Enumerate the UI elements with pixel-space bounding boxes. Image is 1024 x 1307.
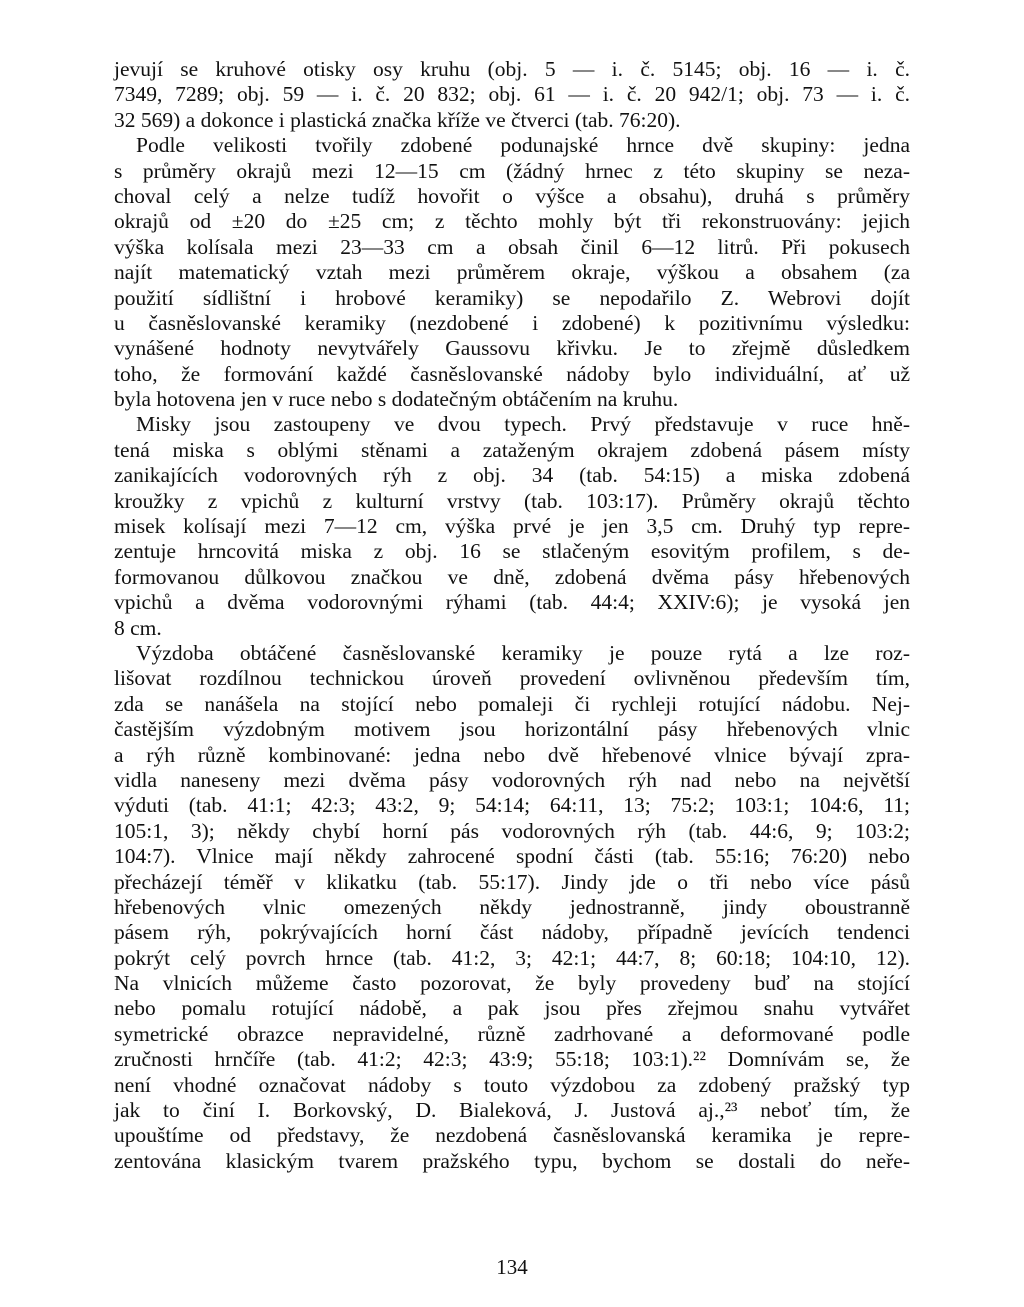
text-line: choval celý a nelze tudíž hovořit o výšce a obsahu), druhá s průměry — [114, 183, 910, 208]
text-line: pásem rýh, pokrývajících horní část nádoby, případně jevících tendenci — [114, 920, 910, 945]
text-line: jak to činí I. Borkovský, D. Bialeková, J. Justová aj.,²³ neboť tím, že — [114, 1098, 910, 1123]
text-line: jevují se kruhové otisky osy kruhu (obj. 5 — i. č. 5145; obj. 16 — i. č. — [114, 57, 910, 81]
text-line: není vhodné označovat nádoby s touto výzdobou za zdobený pražský typ — [114, 1072, 910, 1097]
text-line: toho, že formování každé časněslovanské nádoby bylo individuální, ať už — [114, 361, 910, 386]
text-line: byla hotovena jen v ruce nebo s dodatečným obtáčením na kruhu. — [114, 387, 679, 412]
text-line: s průměry okrajů mezi 12—15 cm (žádný hrnec z této skupiny se neza- — [114, 158, 910, 183]
text-line: najít matematický vztah mezi průměrem okraje, výškou a obsahem (za — [114, 260, 910, 285]
paragraph-start-line: Výzdoba obtáčené časněslovanské keramiky je pouze rytá a lze roz- — [136, 640, 910, 665]
text-line: pokrýt celý povrch hrnce (tab. 41:2, 3; 42:1; 44:7, 8; 60:18; 104:10, 12). — [114, 945, 910, 970]
text-line: lišovat rozdílnou technickou úroveň provedení ovlivněnou především tím, — [114, 666, 910, 691]
text-line: výduti (tab. 41:1; 42:3; 43:2, 9; 54:14; 64:11, 13; 75:2; 103:1; 104:6, 11; — [114, 793, 910, 818]
body-text — [114, 57, 910, 1174]
text-line: přecházejí téměř v klikatku (tab. 55:17). Jindy jde o tři nebo více pásů — [114, 869, 910, 894]
text-line: výška kolísala mezi 23—33 cm a obsah činil 6—12 litrů. Při pokusech — [114, 234, 910, 259]
page-number: 134 — [496, 1255, 528, 1279]
paragraph-start-line: Misky jsou zastoupeny ve dvou typech. Prvý představuje v ruce hně- — [136, 412, 910, 437]
text-line: vynášené hodnoty nevytvářely Gaussovu křivku. Je to zřejmě důsledkem — [114, 336, 910, 361]
text-line: zentována klasickým tvarem pražského typu, bychom se dostali do neře- — [114, 1148, 910, 1173]
text-line: častějším výzdobným motivem jsou horizontální pásy hřebenových vlnic — [114, 717, 910, 742]
text-line: hřebenových vlnic omezených někdy jednostranně, jindy oboustranně — [114, 894, 910, 919]
text-line: 105:1, 3); někdy chybí horní pás vodorovných rýh (tab. 44:6, 9; 103:2; — [114, 818, 910, 843]
text-line: zentuje hrncovitá miska z obj. 16 se stlačeným esovitým profilem, s de- — [114, 539, 910, 564]
text-line: 104:7). Vlnice mají někdy zahrocené spodní části (tab. 55:16; 76:20) nebo — [114, 844, 910, 869]
text-line: misek kolísají mezi 7—12 cm, výška prvé je jen 3,5 cm. Druhý typ repre- — [114, 514, 910, 539]
text-line: tená miska s oblými stěnami a zataženým okrajem zdobená pásem místy — [114, 437, 910, 462]
text-line: zanikajících vodorovných rýh z obj. 34 (tab. 54:15) a miska zdobená — [114, 463, 910, 488]
text-line: Na vlnicích můžeme často pozorovat, že byly provedeny buď na stojící — [114, 971, 910, 996]
text-line: formovanou důlkovou značkou ve dně, zdobená dvěma pásy hřebenových — [114, 564, 910, 589]
text-line: okrajů od ±20 do ±25 cm; z těchto mohly být tři rekonstruovány: jejich — [114, 209, 910, 234]
text-line: 8 cm. — [114, 615, 162, 640]
text-line: 7349, 7289; obj. 59 — i. č. 20 832; obj. 61 — i. č. 20 942/1; obj. 73 — i. č. — [114, 82, 910, 107]
text-line: symetrické obrazce nepravidelné, různě zadrhované a deformované podle — [114, 1021, 910, 1046]
paragraph-start-line: Podle velikosti tvořily zdobené podunajské hrnce dvě skupiny: jedna — [136, 133, 910, 158]
text-line: u časněslovanské keramiky (nezdobené i zdobené) k pozitivnímu výsledku: — [114, 310, 910, 335]
text-line: zručnosti hrnčíře (tab. 41:2; 42:3; 43:9; 55:18; 103:1).²² Domnívám se, že — [114, 1047, 910, 1072]
text-line: a rýh různě kombinované: jedna nebo dvě hřebenové vlnice bývají zpra- — [114, 742, 910, 767]
text-line: kroužky z vpichů z kulturní vrstvy (tab. 103:17). Průměry okrajů těchto — [114, 488, 910, 513]
text-line: 32 569) a dokonce i plastická značka kříže ve čtverci (tab. 76:20). — [114, 107, 681, 132]
text-line: upouštíme od představy, že nezdobená časněslovanská keramika je repre- — [114, 1123, 910, 1148]
text-line: vpichů a dvěma vodorovnými rýhami (tab. 44:4; XXIV:6); je vysoká jen — [114, 590, 910, 615]
text-line: nebo pomalu rotující nádobě, a pak jsou přes zřejmou snahu vytvářet — [114, 996, 910, 1021]
text-line: zda se nanášela na stojící nebo pomaleji či rychleji rotující nádobu. Nej- — [114, 691, 910, 716]
text-line: použití sídlištní i hrobové keramiky) se nepodařilo Z. Webrovi dojít — [114, 285, 910, 310]
text-line: vidla naneseny mezi dvěma pásy vodorovných rýh nad nebo na největší — [114, 767, 910, 792]
